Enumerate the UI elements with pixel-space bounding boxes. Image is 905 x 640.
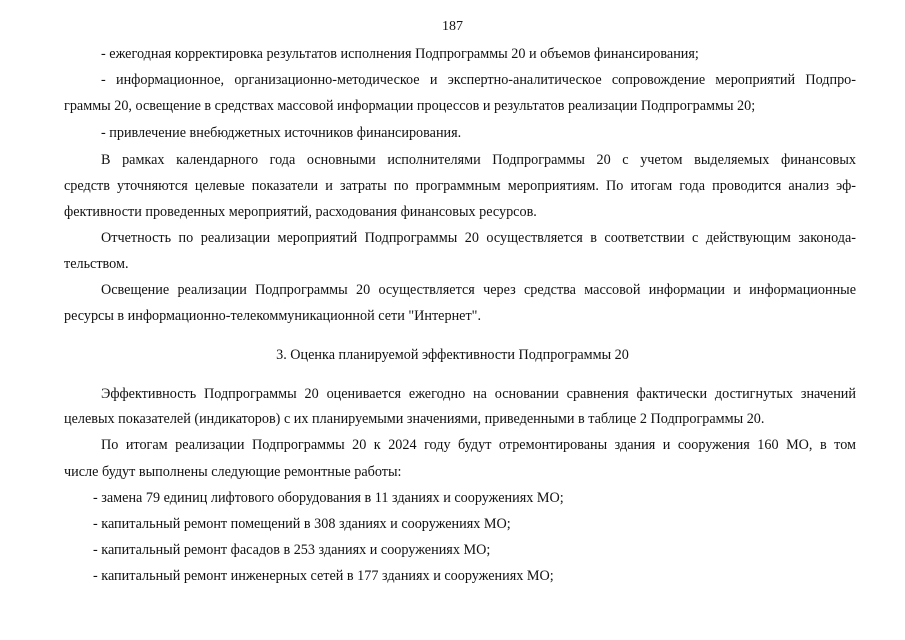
paragraph-line: - привлечение внебюджетных источников финансирования. [101, 125, 462, 141]
list-item: - капитальный ремонт фасадов в 253 зданиях и сооружениях МО; [93, 542, 491, 558]
list-item: - капитальный ремонт помещений в 308 зданиях и сооружениях МО; [93, 516, 511, 532]
list-item: - замена 79 единиц лифтового оборудования в 11 зданиях и сооружениях МО; [93, 490, 564, 506]
paragraph-line: целевых показателей (индикаторов) с их планируемыми значениями, приведенными в таблице 2 Подпрограммы 20. [64, 411, 765, 427]
section-heading: 3. Оценка планируемой эффективности Подпрограммы 20 [276, 347, 629, 363]
paragraph-line: В рамках календарного года основными исполнителями Подпрограммы 20 с учетом выделяемых финансовых [101, 152, 856, 168]
paragraph-line: ресурсы в информационно-телекоммуникационной сети "Интернет". [64, 308, 482, 324]
paragraph-line: фективности проведенных мероприятий, расходования финансовых ресурсов. [64, 204, 537, 220]
paragraph-line: Освещение реализации Подпрограммы 20 осуществляется через средства массовой информации и информационные [101, 282, 856, 298]
paragraph-line: По итогам реализации Подпрограммы 20 к 2024 году будут отремонтированы здания и сооружения 160 МО, в том [101, 437, 856, 453]
paragraph-line: тельством. [64, 256, 129, 272]
page-number: 187 [442, 19, 463, 34]
paragraph-line: Отчетность по реализации мероприятий Подпрограммы 20 осуществляется в соответствии с действующим законода- [101, 230, 856, 246]
list-item: - капитальный ремонт инженерных сетей в 177 зданиях и сооружениях МО; [93, 568, 554, 584]
paragraph-line: средств уточняются целевые показатели и затраты по программным мероприятиям. По итогам года проводится анализ эф- [64, 178, 856, 194]
paragraph-line: граммы 20, освещение в средствах массовой информации процессов и результатов реализации Подпрограммы 20; [64, 98, 756, 114]
paragraph-line: числе будут выполнены следующие ремонтные работы: [64, 464, 402, 480]
paragraph-line: Эффективность Подпрограммы 20 оценивается ежегодно на основании сравнения фактически достигнутых значений [101, 386, 856, 402]
paragraph-line: - информационное, организационно-методическое и экспертно-аналитическое сопровождение мероприятий Подпро- [101, 72, 856, 88]
paragraph-line: - ежегодная корректировка результатов исполнения Подпрограммы 20 и объемов финансирования; [101, 46, 699, 62]
